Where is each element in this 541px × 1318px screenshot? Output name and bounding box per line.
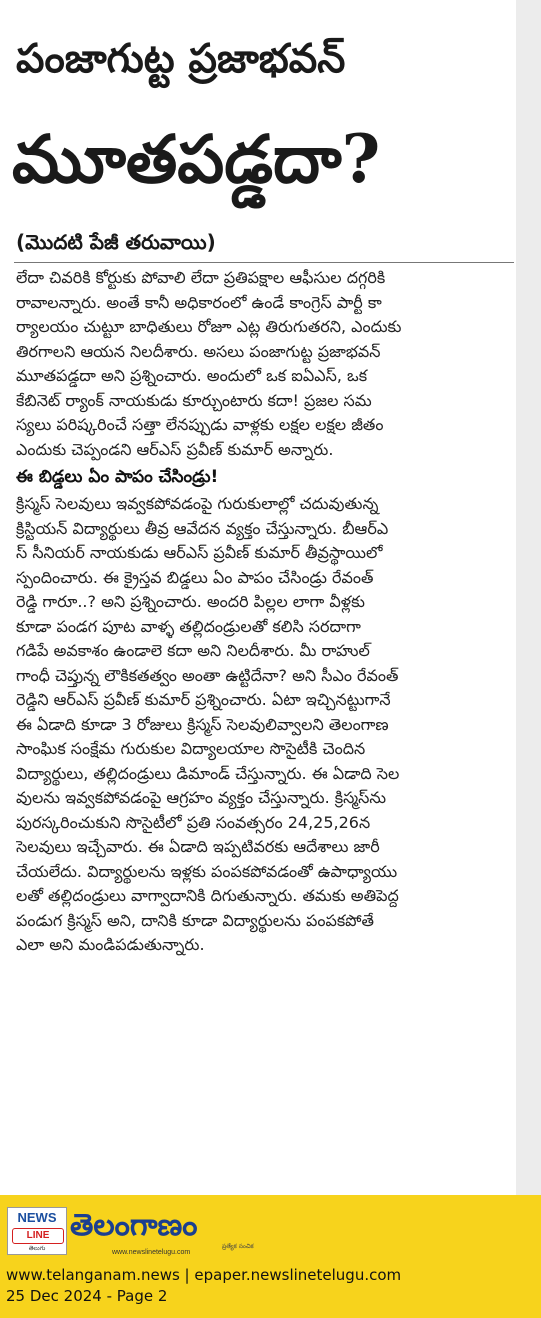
paragraph-line: సాంఘిక సంక్షేమ గురుకుల విద్యాలయాల సొసైటీకి చెందిన bbox=[16, 739, 366, 758]
brand-tagline: ప్రత్యేక సంచిక bbox=[222, 1243, 254, 1250]
subheading: ఈ బిడ్డలు ఏం పాపం చేసిండ్రు! bbox=[16, 467, 219, 487]
logo-news-text: NEWS bbox=[17, 1210, 57, 1225]
paragraph-line: వులను ఇవ్వకపోవడంపై ఆగ్రహం వ్యక్తం చేస్తున్నారు. క్రిస్మస్‌ను bbox=[16, 788, 387, 807]
telanganam-brand[interactable]: తెలంగాణం bbox=[70, 1208, 198, 1243]
paragraph-line: కేబినెట్ ర్యాంక్ నాయకుడు కూర్చుంటారు కదా! ప్రజల సమ bbox=[16, 390, 372, 410]
paragraph-line: స్ సీనియర్ నాయకుడు ఆర్ఎస్ ప్రవీణ్ కుమార్ తీవ్రస్థాయిలో bbox=[16, 543, 383, 562]
divider bbox=[14, 262, 514, 263]
paragraph-line: రావాలన్నారు. అంతే కానీ అధికారంలో ఉండే కాంగ్రెస్ పార్టీ కా bbox=[16, 292, 382, 312]
paragraph-line: పండుగ క్రిస్మస్ అని, దానికి కూడా విద్యార్థులను పంపకపోతే bbox=[16, 910, 374, 930]
paragraph-line: స్పందించారు. ఈ క్రైస్తవ బిడ్డలు ఏం పాపం చేసిండ్రు రేవంత్ bbox=[16, 567, 374, 587]
paragraph-line: ర్యాలయం చుట్టూ బాధితులు రోజూ ఎట్ల తిరుగుతరని, ఎందుకు bbox=[16, 317, 402, 336]
paragraph-line: ఈ ఏడాది కూడా 3 రోజులు క్రిస్మస్ సెలవులివ్వాలని తెలంగాణ bbox=[16, 714, 389, 734]
paragraph-line: క్రిస్మస్ సెలవులు ఇవ్వకపోవడంపై గురుకులాల్లో చదువుతున్న bbox=[16, 494, 379, 513]
paragraph-line: లేదా చివరికి కోర్టుకు పోవాలి లేదా ప్రతిపక్షాల ఆఫీసుల దగ్గరికి bbox=[16, 268, 386, 287]
logo-line-text: LINE bbox=[12, 1228, 64, 1244]
paragraph-line: కూడా పండగ పూట వాళ్ళ తల్లిదండ్రులతో కలిసి సరదాగా bbox=[16, 616, 361, 636]
paragraph-line: విద్యార్థులు, తల్లిదండ్రులు డిమాండ్ చేస్తున్నారు. ఈ ఏడాది సెల bbox=[16, 763, 400, 783]
paragraph-line: తిరగాలని ఆయన నిలదీశారు. అసలు పంజాగుట్ట ప్రజాభవన్ bbox=[16, 341, 381, 361]
article-body bbox=[16, 266, 514, 958]
date-page-label: 25 Dec 2024 - Page 2 bbox=[6, 1287, 168, 1305]
paragraph-line: గాంధీ చెప్తున్న లౌకికతత్వం అంతా ఉట్టిదేనా? అని సీఎం రేవంత్ bbox=[16, 665, 399, 685]
paragraph-line: సెలవులు ఇచ్చేవారు. ఈ ఏడాది ఇప్పటివరకు ఆదేశాలు జారీ bbox=[16, 837, 380, 856]
footer-banner bbox=[0, 1195, 541, 1318]
paragraph-line: క్రిస్టియన్ విద్యార్థులు తీవ్ర ఆవేదన వ్యక్తం చేస్తున్నారు. బీఆర్ఎ bbox=[16, 518, 389, 538]
newsline-logo[interactable] bbox=[7, 1207, 67, 1255]
paragraph-line: చేయలేదు. విద్యార్థులను ఇళ్లకు పంపకపోవడంతో ఉపాధ్యాయు bbox=[16, 861, 398, 881]
headline-line-2: మూతపడ్డదా? bbox=[12, 120, 381, 198]
paragraph-line: మూతపడ్డదా అని ప్రశ్నించారు. అందులో ఒక ఐఏఎస్, ఒక bbox=[16, 366, 368, 385]
paragraph-line: స్యలు పరిష్కరించే సత్తా లేనప్పుడు వాళ్లకు లక్షల లక్షల జీతం bbox=[16, 415, 384, 434]
paragraph-line: గడిపే అవకాశం ఉండాలె కదా అని నిలదీశారు. మీ రాహుల్ bbox=[16, 641, 370, 660]
paragraph-line: రెడ్డి గారూ..? అని ప్రశ్నించారు. అందరి పిల్లల లాగా వీళ్లకు bbox=[16, 592, 365, 611]
continuation-note: (మొదటి పేజీ తరువాయి) bbox=[16, 230, 216, 254]
brand-url[interactable]: www.newslinetelugu.com bbox=[112, 1249, 191, 1256]
paragraph-line: రెడ్డిని ఆర్ఎస్ ప్రవీణ్ కుమార్ ప్రశ్నించారు. ఏటా ఇచ్చినట్టుగానే bbox=[16, 690, 391, 709]
headline-line-1: పంజాగుట్ట ప్రజాభవన్ bbox=[16, 36, 346, 82]
paragraph-line: ఎలా అని మండిపడుతున్నారు. bbox=[16, 935, 205, 954]
logo-subtitle: తెలుగు bbox=[28, 1245, 46, 1252]
page-gutter bbox=[516, 0, 541, 1195]
paragraph-line: ఎందుకు చెప్పండని ఆర్ఎస్ ప్రవీణ్ కుమార్ అన్నారు. bbox=[16, 439, 334, 459]
footer-links[interactable]: www.telanganam.news | epaper.newslinetelugu.com bbox=[6, 1266, 402, 1284]
paragraph-line: పురస్కరించుకుని సొసైటీలో ప్రతి సంవత్సరం 24,25,26న bbox=[16, 812, 371, 832]
paragraph-line: లతో తల్లిదండ్రులు వాగ్వాదానికి దిగుతున్నారు. తమకు అతిపెద్ద bbox=[16, 886, 399, 905]
